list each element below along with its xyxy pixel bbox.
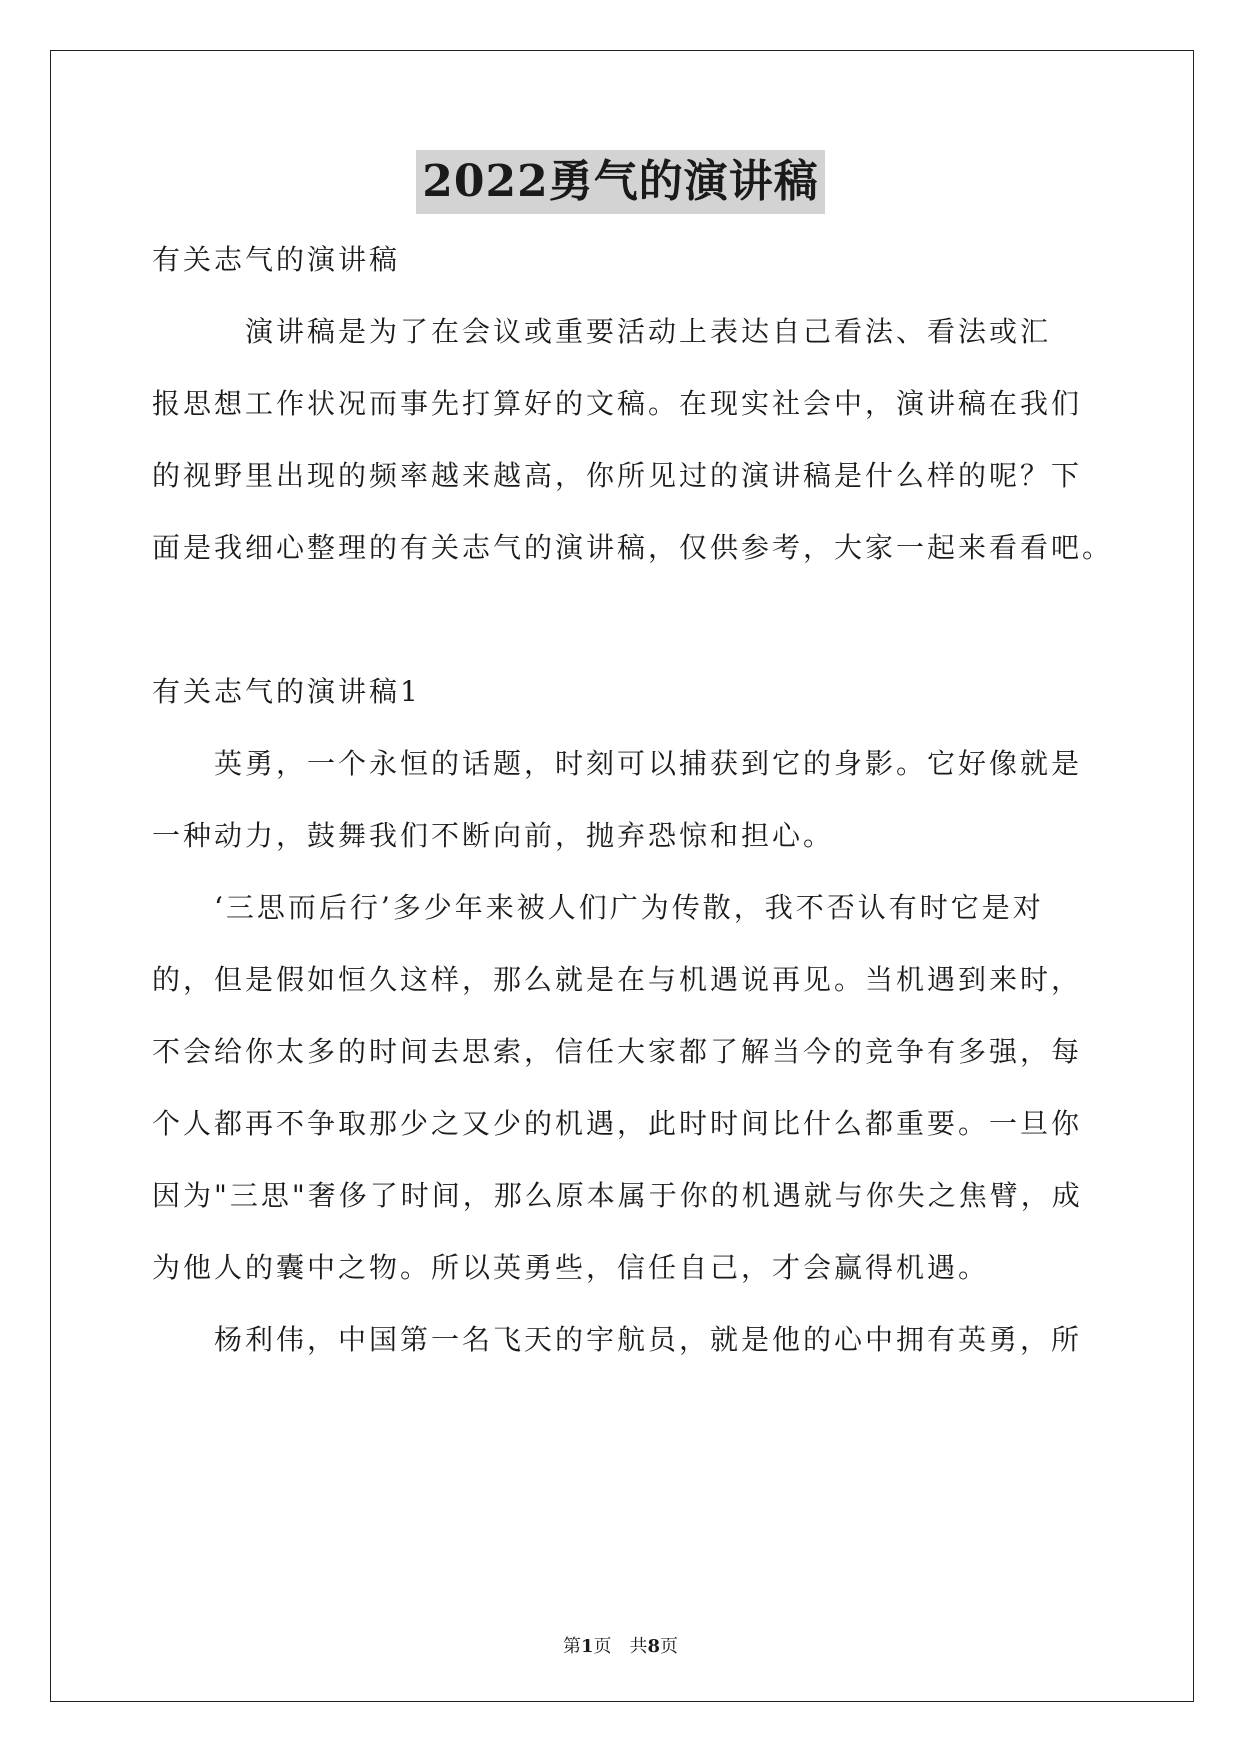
text-line: 有关志气的演讲稿 (152, 243, 401, 276)
footer-total-pages: 8 (647, 1636, 661, 1657)
text-line: 不会给你太多的时间去思索，信任大家都了解当今的竞争有多强，每 (152, 1035, 1083, 1068)
title-container (0, 150, 1241, 214)
text-line: 的视野里出现的频率越来越高，你所见过的演讲稿是什么样的呢？下 (152, 459, 1083, 492)
text-line: 个人都再不争取那少之又少的机遇，此时时间比什么都重要。一旦你 (152, 1107, 1083, 1140)
text-line: 为他人的囊中之物。所以英勇些，信任自己，才会赢得机遇。 (152, 1251, 990, 1284)
text-line: 的，但是假如恒久这样，那么就是在与机遇说再见。当机遇到来时， (152, 963, 1083, 996)
text-line: 报思想工作状况而事先打算好的文稿。在现实社会中，演讲稿在我们 (152, 387, 1083, 420)
text-line: 杨利伟，中国第一名飞天的宇航员，就是他的心中拥有英勇，所 (152, 1323, 1083, 1356)
footer-page-number: 1 (580, 1636, 594, 1657)
text-line: 演讲稿是为了在会议或重要活动上表达自己看法、看法或汇 (152, 315, 1052, 348)
text-line: 因为"三思"奢侈了时间，那么原本属于你的机遇就与你失之焦臂，成 (152, 1179, 1083, 1212)
text-line: 一种动力，鼓舞我们不断向前，抛弃恐惊和担心。 (152, 819, 835, 852)
footer-middle: 页 共 (593, 1636, 648, 1657)
text-line: 面是我细心整理的有关志气的演讲稿，仅供参考，大家一起来看看吧。 (152, 531, 1114, 564)
page-border (50, 50, 1194, 1702)
text-line: 英勇，一个永恒的话题，时刻可以捕获到它的身影。它好像就是 (152, 747, 1083, 780)
text-line: ‘三思而后行’多少年来被人们广为传散，我不否认有时它是对 (152, 891, 1044, 924)
footer-suffix: 页 (660, 1636, 679, 1657)
footer-prefix: 第 (562, 1636, 581, 1657)
page-footer (0, 1632, 1241, 1658)
text-line: 有关志气的演讲稿1 (152, 675, 421, 708)
document-title: 2022勇气的演讲稿 (416, 150, 824, 214)
